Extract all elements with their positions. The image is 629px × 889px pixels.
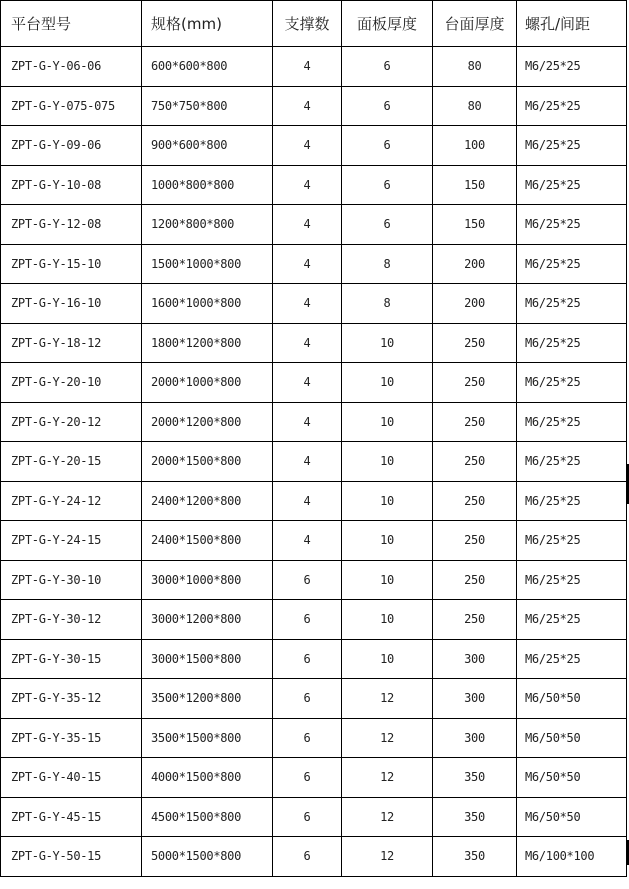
cell-model: ZPT-G-Y-18-12 [1,323,142,363]
header-panel-thickness: 面板厚度 [342,1,433,47]
cell-hole-spacing: M6/25*25 [517,442,627,482]
table-row [1,284,627,324]
cell-supports: 4 [273,86,342,126]
cell-spec: 2400*1200*800 [142,481,273,521]
cell-model: ZPT-G-Y-24-15 [1,521,142,561]
cell-supports: 4 [273,363,342,403]
cell-supports: 4 [273,481,342,521]
cell-spec: 3500*1200*800 [142,679,273,719]
table-row [1,679,627,719]
cell-supports: 4 [273,402,342,442]
cell-panel-thickness: 10 [342,402,433,442]
cell-table-thickness: 250 [433,481,517,521]
cell-panel-thickness: 12 [342,758,433,798]
cell-panel-thickness: 10 [342,639,433,679]
cell-table-thickness: 350 [433,758,517,798]
cell-table-thickness: 150 [433,165,517,205]
header-spec: 规格(mm) [142,1,273,47]
cell-hole-spacing: M6/25*25 [517,323,627,363]
cell-table-thickness: 200 [433,244,517,284]
table-row [1,718,627,758]
cell-hole-spacing: M6/25*25 [517,165,627,205]
table-row [1,126,627,166]
cell-table-thickness: 250 [433,323,517,363]
cell-spec: 2000*1200*800 [142,402,273,442]
cell-table-thickness: 250 [433,442,517,482]
cell-hole-spacing: M6/25*25 [517,205,627,245]
header-model: 平台型号 [1,1,142,47]
cell-model: ZPT-G-Y-35-12 [1,679,142,719]
cell-model: ZPT-G-Y-20-10 [1,363,142,403]
cell-table-thickness: 350 [433,837,517,877]
table-row [1,165,627,205]
cell-table-thickness: 200 [433,284,517,324]
cell-model: ZPT-G-Y-06-06 [1,47,142,87]
cell-table-thickness: 150 [433,205,517,245]
cell-panel-thickness: 10 [342,521,433,561]
cell-spec: 1800*1200*800 [142,323,273,363]
cell-hole-spacing: M6/50*50 [517,758,627,798]
cell-model: ZPT-G-Y-12-08 [1,205,142,245]
header-supports: 支撑数 [273,1,342,47]
cell-supports: 4 [273,47,342,87]
cell-spec: 4500*1500*800 [142,797,273,837]
cell-table-thickness: 250 [433,363,517,403]
cell-supports: 6 [273,600,342,640]
cell-supports: 4 [273,442,342,482]
cell-panel-thickness: 12 [342,718,433,758]
cell-model: ZPT-G-Y-16-10 [1,284,142,324]
cell-spec: 750*750*800 [142,86,273,126]
cell-model: ZPT-G-Y-40-15 [1,758,142,798]
cell-supports: 6 [273,639,342,679]
cell-table-thickness: 80 [433,47,517,87]
cell-spec: 3000*1200*800 [142,600,273,640]
header-table-thickness: 台面厚度 [433,1,517,47]
cell-hole-spacing: M6/25*25 [517,639,627,679]
cell-table-thickness: 300 [433,639,517,679]
cell-model: ZPT-G-Y-10-08 [1,165,142,205]
table-row [1,797,627,837]
cell-table-thickness: 100 [433,126,517,166]
table-row [1,244,627,284]
cell-panel-thickness: 12 [342,837,433,877]
cell-spec: 4000*1500*800 [142,758,273,798]
table-row [1,560,627,600]
table-row [1,323,627,363]
cell-panel-thickness: 10 [342,442,433,482]
cell-supports: 4 [273,205,342,245]
table-row [1,86,627,126]
cell-supports: 6 [273,837,342,877]
cell-table-thickness: 250 [433,560,517,600]
cell-hole-spacing: M6/50*50 [517,718,627,758]
cell-supports: 4 [273,323,342,363]
cell-model: ZPT-G-Y-20-12 [1,402,142,442]
cell-model: ZPT-G-Y-35-15 [1,718,142,758]
table-row [1,205,627,245]
table-row [1,363,627,403]
cell-panel-thickness: 10 [342,560,433,600]
cell-supports: 6 [273,718,342,758]
cell-table-thickness: 250 [433,402,517,442]
cell-panel-thickness: 10 [342,600,433,640]
cell-spec: 900*600*800 [142,126,273,166]
table-row [1,481,627,521]
table-row [1,442,627,482]
cell-hole-spacing: M6/25*25 [517,86,627,126]
cell-table-thickness: 300 [433,679,517,719]
cell-model: ZPT-G-Y-30-15 [1,639,142,679]
cell-hole-spacing: M6/25*25 [517,244,627,284]
table-row [1,521,627,561]
cell-spec: 5000*1500*800 [142,837,273,877]
header-hole-spacing: 螺孔/间距 [517,1,627,47]
cell-supports: 6 [273,560,342,600]
table-row [1,600,627,640]
cell-model: ZPT-G-Y-45-15 [1,797,142,837]
cell-hole-spacing: M6/25*25 [517,481,627,521]
table-header [1,1,627,47]
cell-spec: 2400*1500*800 [142,521,273,561]
cell-hole-spacing: M6/25*25 [517,47,627,87]
cell-model: ZPT-G-Y-30-12 [1,600,142,640]
cell-table-thickness: 300 [433,718,517,758]
cell-spec: 3000*1500*800 [142,639,273,679]
cell-spec: 1000*800*800 [142,165,273,205]
header-row [1,1,627,47]
cell-panel-thickness: 12 [342,797,433,837]
cell-spec: 2000*1000*800 [142,363,273,403]
cell-panel-thickness: 6 [342,205,433,245]
cell-hole-spacing: M6/50*50 [517,679,627,719]
cell-panel-thickness: 10 [342,481,433,521]
cell-hole-spacing: M6/25*25 [517,126,627,166]
cell-table-thickness: 250 [433,521,517,561]
cell-model: ZPT-G-Y-30-10 [1,560,142,600]
cell-panel-thickness: 8 [342,284,433,324]
cell-supports: 4 [273,521,342,561]
cell-hole-spacing: M6/25*25 [517,284,627,324]
table-row [1,639,627,679]
cell-spec: 3000*1000*800 [142,560,273,600]
cell-panel-thickness: 10 [342,363,433,403]
cell-supports: 6 [273,758,342,798]
cell-supports: 6 [273,797,342,837]
cell-supports: 4 [273,244,342,284]
cell-spec: 1200*800*800 [142,205,273,245]
cell-model: ZPT-G-Y-50-15 [1,837,142,877]
cell-model: ZPT-G-Y-09-06 [1,126,142,166]
cell-hole-spacing: M6/50*50 [517,797,627,837]
cell-hole-spacing: M6/25*25 [517,402,627,442]
cell-table-thickness: 250 [433,600,517,640]
cell-table-thickness: 80 [433,86,517,126]
cell-panel-thickness: 6 [342,86,433,126]
table-row [1,837,627,877]
cell-spec: 1500*1000*800 [142,244,273,284]
cell-hole-spacing: M6/25*25 [517,560,627,600]
cell-model: ZPT-G-Y-15-10 [1,244,142,284]
cell-supports: 4 [273,165,342,205]
table-body [1,47,627,877]
cell-spec: 3500*1500*800 [142,718,273,758]
cell-hole-spacing: M6/25*25 [517,363,627,403]
cell-spec: 1600*1000*800 [142,284,273,324]
cell-spec: 2000*1500*800 [142,442,273,482]
cell-hole-spacing: M6/25*25 [517,600,627,640]
cell-model: ZPT-G-Y-24-12 [1,481,142,521]
table-row [1,47,627,87]
cell-panel-thickness: 6 [342,126,433,166]
cell-table-thickness: 350 [433,797,517,837]
cell-spec: 600*600*800 [142,47,273,87]
cell-supports: 6 [273,679,342,719]
cell-hole-spacing: M6/100*100 [517,837,627,877]
cell-model: ZPT-G-Y-075-075 [1,86,142,126]
cell-hole-spacing: M6/25*25 [517,521,627,561]
cell-panel-thickness: 10 [342,323,433,363]
cell-supports: 4 [273,284,342,324]
cell-panel-thickness: 8 [342,244,433,284]
cell-supports: 4 [273,126,342,166]
cell-model: ZPT-G-Y-20-15 [1,442,142,482]
cell-panel-thickness: 6 [342,47,433,87]
table-row [1,758,627,798]
cell-panel-thickness: 12 [342,679,433,719]
cell-panel-thickness: 6 [342,165,433,205]
table-row [1,402,627,442]
